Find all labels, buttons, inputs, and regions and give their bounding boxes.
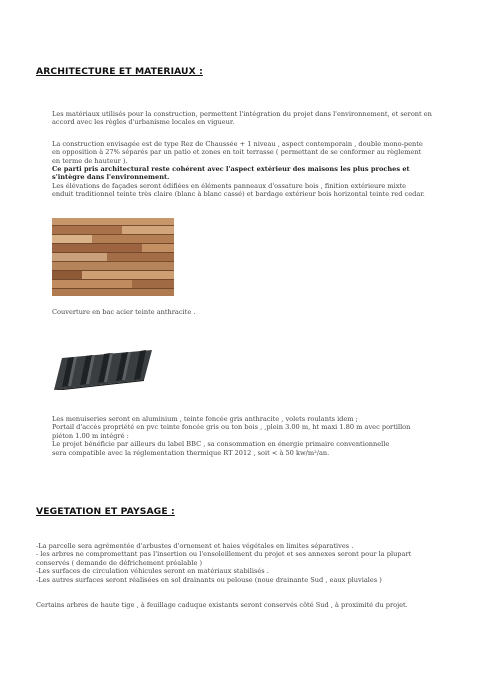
paragraph-vegetation-list: -La parcelle sera agrémentée d'arbustes d'ornement et haies végétales en limites séparatives . - les arbres ne compromettant pas l'insertion ou l'ensoleillement du projet et ses annexes seront pour la plupart conservés ( demande de défrichement préalable ) -Les surfaces de circulation véhicules seront en matériaux stabilisés . -Les autres surfaces seront réalisées en sol drainants ou pelouse (noue drainante Sud , eaux pluviales ) xyxy=(36,542,412,584)
steel-roof-image xyxy=(54,350,152,390)
paragraph-facade-elevations: Les élévations de façades seront édifiées en éléments panneaux d'ossature bois , finition extérieure mixte enduit traditionnel teinte très claire (blanc à blanc cassé) et bardage extérieur bois horizontal teinte red cedar. xyxy=(52,182,425,199)
cedar-cladding-photo xyxy=(52,218,174,296)
paragraph-architectural-bias: Ce parti pris architectural reste cohérent avec l'aspect extérieur des maisons les plus proches et s'intègre dans l'environnement. xyxy=(52,165,410,182)
paragraph-construction-type: La construction envisagée est de type Rez de Chaussée + 1 niveau , aspect contemporain , double mono-pente en opposition à 27% séparés par un patio et zones en toit terrasse ( permettant de se conformer au règlement en terme de hauteur ). xyxy=(52,140,423,165)
paragraph-joinery-and-label: Les menuiseries seront en aluminium , teinte foncée gris anthracite , volets roulants idem ; Portail d'accès propriété en pvc teinte foncée gris ou ton bois , ,plein 3.00 m, ht maxi 1.80 m avec portillon piéton 1.00 m intégré : Le projet bénéficie par ailleurs du label BBC , sa consommation en énergie primaire conventionnelle sera compatible avec la réglementation thermique RT 2012 , soit < à 50 kw/m²/an. xyxy=(52,415,411,457)
roof-caption: Couverture en bac acier teinte anthracite . xyxy=(52,308,196,316)
paragraph-materials-intro: Les matériaux utilisés pour la construction, permettent l'intégration du projet dans l'environnement, et seront en accord avec les règles d'urbanisme locales en vigueur. xyxy=(52,110,432,127)
steel-roof-photo xyxy=(54,350,152,390)
cedar-cladding-image xyxy=(52,218,174,296)
section-title-architecture: ARCHITECTURE ET MATERIAUX : xyxy=(36,66,203,77)
section-title-vegetation: VEGETATION ET PAYSAGE : xyxy=(36,506,175,517)
paragraph-trees: Certains arbres de haute tige , à feuillage caduque existants seront conservés côté Sud , à proximité du projet. xyxy=(36,601,408,609)
